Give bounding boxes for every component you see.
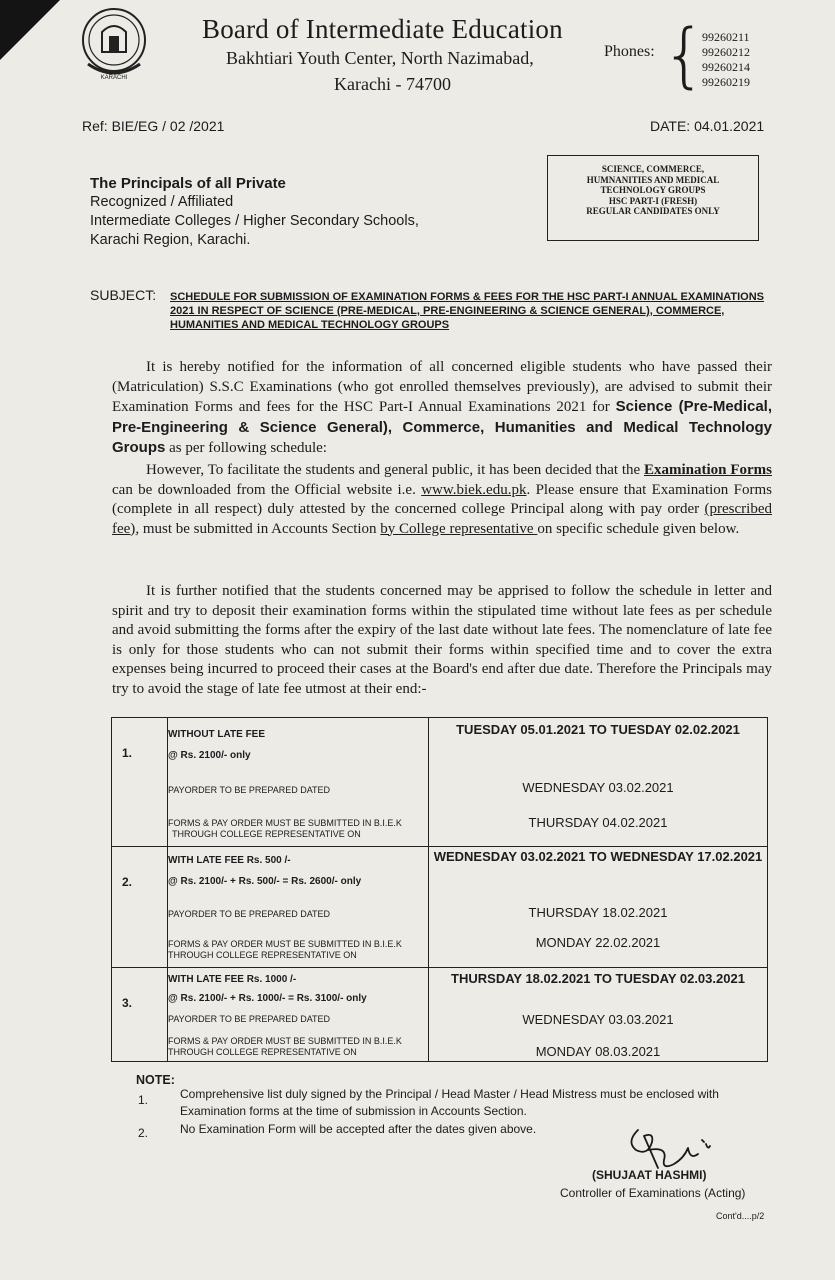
addressee-block — [90, 174, 419, 250]
row-number: 3. — [112, 968, 168, 1062]
phone-number: 99260219 — [702, 75, 750, 89]
payorder-date: THURSDAY 18.02.2021 — [528, 905, 668, 920]
phone-number: 99260214 — [702, 60, 750, 74]
payorder-label: PAYORDER TO BE PREPARED DATED — [168, 1014, 331, 1024]
paragraph-2-text: . Please ensure that Examination Forms (complete in all respect) duly attested by the concerned college Principal along with pay order — [112, 481, 772, 517]
paragraph-2-text: However, To facilitate the students and general public, it has been decided that the — [146, 462, 644, 478]
schedule-table — [111, 717, 768, 1062]
paragraph-2-text: can be downloaded from the Official website i.e. — [112, 481, 422, 498]
fee-amount: @ Rs. 2100/- + Rs. 1000/- = Rs. 3100/- only — [168, 993, 367, 1004]
paragraph-2-text: , must be submitted in Accounts Section — [135, 520, 381, 537]
dates-cell — [429, 718, 768, 847]
note-number: 1. — [138, 1093, 149, 1107]
submit-label: THROUGH COLLEGE REPRESENTATIVE ON — [172, 829, 361, 839]
subject-label: SUBJECT: — [90, 287, 157, 303]
svg-text:KARACHI: KARACHI — [100, 75, 128, 81]
college-representative-text: by College representative — [380, 520, 538, 537]
groups-box — [547, 155, 759, 241]
paragraph-1-tail: as per following schedule: — [165, 440, 327, 456]
paragraph-2 — [112, 461, 772, 539]
signatory-name: (SHUJAAT HASHMI) — [592, 1168, 707, 1182]
period: THURSDAY 18.02.2021 TO TUESDAY 02.03.2021 — [451, 971, 745, 986]
submit-date: THURSDAY 04.02.2021 — [528, 815, 668, 830]
paragraph-1-text: It is hereby notified for the information of all concerned eligible students who have passed their (Matriculation) S.S.C Examinations (who got enrolled themselves previously), are advised to submit their Examination Forms and fees for the HSC Part-I Annual Examinations 2021 for — [112, 359, 772, 415]
board-address-line1: Bakhtiari Youth Center, North Nazimabad, — [226, 48, 534, 68]
paragraph-3 — [112, 582, 772, 699]
dates-cell — [429, 847, 768, 968]
addressee-line: The Principals of all Private — [90, 175, 286, 192]
submit-label: FORMS & PAY ORDER MUST BE SUBMITTED IN B.I.E.K — [168, 939, 402, 949]
brace-icon: { — [662, 14, 707, 96]
fee-cell — [168, 847, 429, 968]
paragraph-1 — [112, 358, 772, 459]
note-text: No Examination Form will be accepted after the dates given above. — [180, 1122, 537, 1136]
submit-label: FORMS & PAY ORDER MUST BE SUBMITTED IN B.I.E.K — [168, 818, 402, 828]
addressee-line: Recognized / Affiliated — [90, 194, 234, 210]
submit-label: THROUGH COLLEGE REPRESENTATIVE ON — [168, 1047, 357, 1057]
fee-title: WITH LATE FEE Rs. 500 /- — [168, 855, 291, 866]
dates-cell — [429, 968, 768, 1062]
note-label: NOTE: — [136, 1073, 175, 1087]
fee-amount: @ Rs. 2100/- + Rs. 500/- = Rs. 2600/- only — [168, 876, 362, 887]
submit-label: FORMS & PAY ORDER MUST BE SUBMITTED IN B.I.E.K — [168, 1036, 402, 1046]
examination-forms-text: Examination Forms — [644, 462, 772, 478]
payorder-label: PAYORDER TO BE PREPARED DATED — [168, 785, 331, 795]
groups-box-line: SCIENCE, COMMERCE, — [601, 164, 705, 174]
paragraph-1-groups: Science (Pre-Medical, Pre-Engineering & Science General), Commerce, Humanities and Medical Technology Groups — [112, 398, 773, 456]
paragraph-2-text: on specific schedule given below. — [537, 520, 740, 537]
payorder-label: PAYORDER TO BE PREPARED DATED — [168, 909, 331, 919]
board-address-line2: Karachi - 74700 — [334, 74, 451, 94]
prescribed-fee-text: (prescribed fee) — [112, 501, 772, 537]
phones-list — [702, 30, 750, 90]
signatory-title: Controller of Examinations (Acting) — [560, 1186, 746, 1200]
submit-date: MONDAY 22.02.2021 — [535, 935, 661, 950]
groups-box-line: REGULAR CANDIDATES ONLY — [586, 206, 720, 216]
submit-date: MONDAY 08.03.2021 — [535, 1044, 661, 1059]
payorder-date: WEDNESDAY 03.02.2021 — [522, 780, 674, 795]
addressee-line: Intermediate Colleges / Higher Secondary Schools, — [90, 213, 419, 229]
note-number: 2. — [138, 1126, 149, 1140]
table-row — [112, 718, 768, 847]
phones-label: Phones: — [604, 43, 655, 60]
groups-box-line: HSC PART-I (FRESH) — [608, 195, 698, 206]
letter-date: DATE: 04.01.2021 — [650, 118, 765, 134]
row-number: 1. — [112, 718, 168, 847]
website-link[interactable]: www.biek.edu.pk — [421, 481, 527, 498]
fee-cell — [168, 718, 429, 847]
table-row — [112, 968, 768, 1062]
addressee-line: Karachi Region, Karachi. — [90, 232, 251, 248]
fee-title: WITH LATE FEE Rs. 1000 /- — [168, 974, 297, 985]
reference-number: Ref: BIE/EG / 02 /2021 — [82, 118, 225, 134]
period: WEDNESDAY 03.02.2021 TO WEDNESDAY 17.02.2021 — [433, 849, 763, 864]
board-title: Board of Intermediate Education — [202, 14, 563, 44]
submit-label: THROUGH COLLEGE REPRESENTATIVE ON — [168, 950, 357, 960]
groups-box-line: TECHNOLOGY GROUPS — [600, 185, 706, 195]
continued-note: Cont'd....p/2 — [716, 1211, 765, 1221]
fee-cell — [168, 968, 429, 1062]
subject-text: SCHEDULE FOR SUBMISSION OF EXAMINATION FORMS & FEES FOR THE HSC PART-I ANNUAL EXAMINATIONS 2021 IN RESPECT OF SCIENCE (PRE-MEDICAL, PRE-ENGINEERING & SCIENCE GENERAL), COMMERCE, HUMANITIES AND MEDICAL TECHNOLOGY GROUPS — [170, 291, 765, 331]
table-row — [112, 847, 768, 968]
fee-title: WITHOUT LATE FEE — [168, 729, 266, 740]
period: TUESDAY 05.01.2021 TO TUESDAY 02.02.2021 — [456, 722, 740, 737]
groups-box-line: HUMNANITIES AND MEDICAL — [586, 174, 720, 185]
phone-number: 99260211 — [702, 30, 750, 44]
scan-corner-shadow — [0, 0, 60, 60]
board-logo-icon — [78, 6, 150, 82]
fee-amount: @ Rs. 2100/- only — [168, 750, 251, 761]
paragraph-3-text: It is further notified that the students concerned may be apprised to follow the schedule in letter and spirit and try to deposit their examination forms within the stipulated time without late fees as per schedule and avoid submitting the forms after the expiry of the last date without late fees. The nomenclature of late fee is only for those students who can not submit their forms within specified time and to cover the extra expenses being incurred to proceed their cases at the Board's end after due date. Therefore the Principals may try to avoid the stage of late fee utmost at their end:- — [112, 583, 772, 697]
note-text: Comprehensive list duly signed by the Principal / Head Master / Head Mistress must be enclosed with Examination forms at the time of submission in Accounts Section. — [180, 1087, 719, 1118]
row-number: 2. — [112, 847, 168, 968]
payorder-date: WEDNESDAY 03.03.2021 — [522, 1012, 674, 1027]
phone-number: 99260212 — [702, 45, 750, 59]
